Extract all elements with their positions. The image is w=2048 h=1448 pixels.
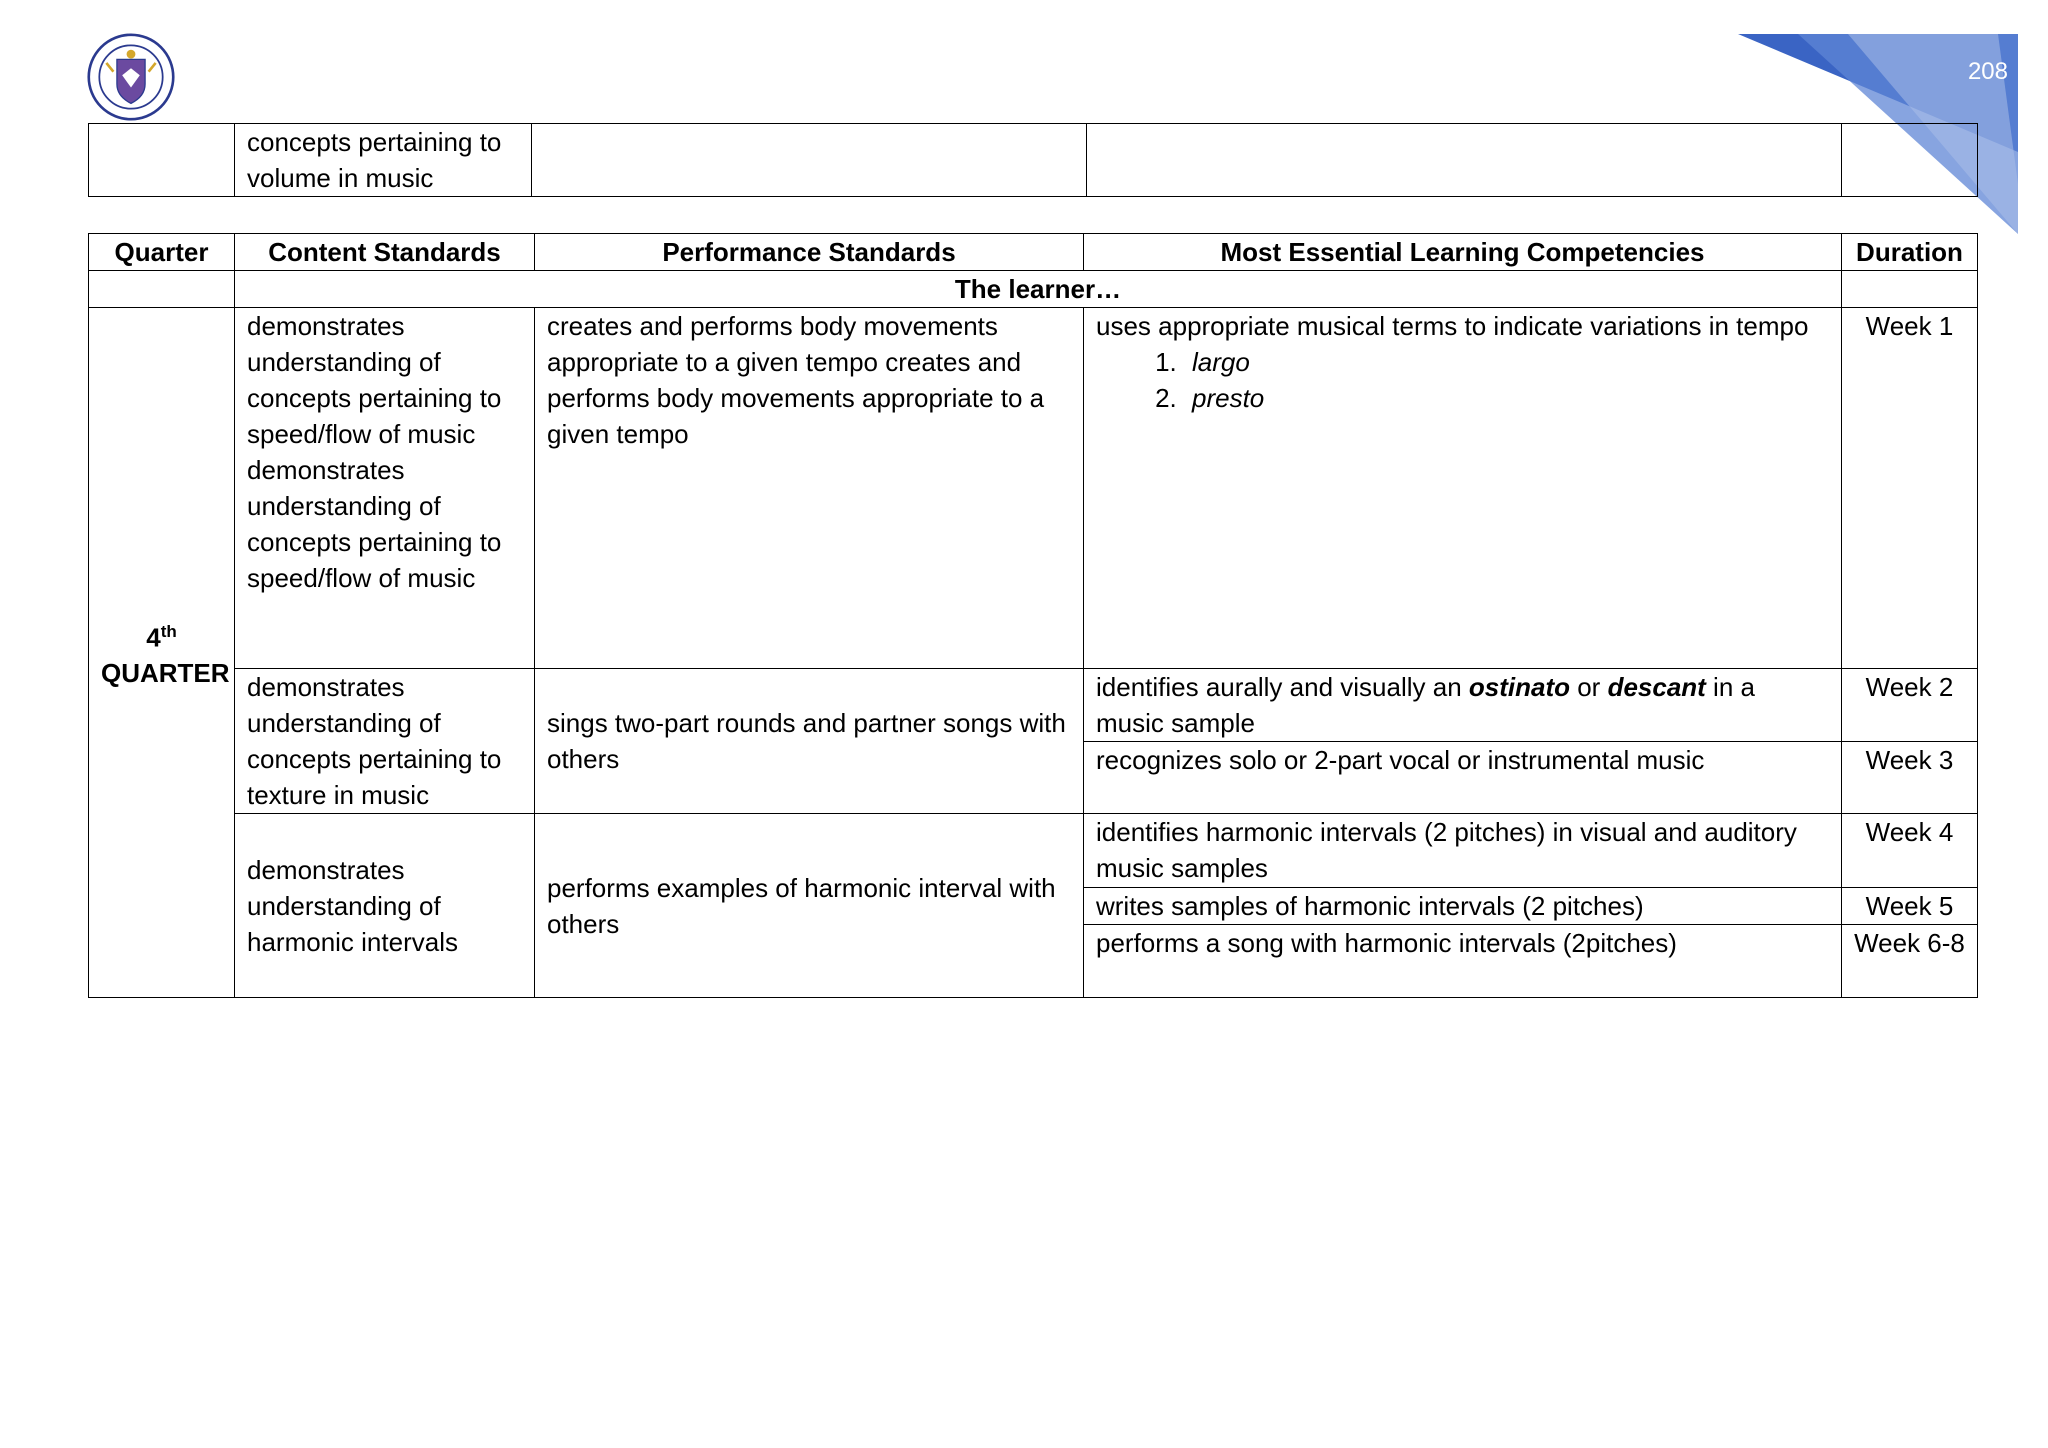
curriculum-table — [88, 233, 1978, 998]
header-performance-standards: Performance Standards — [535, 234, 1084, 271]
content-standard-cell: demonstrates understanding of concepts pertaining to speed/flow of music demonstrates understanding of concepts pertaining to speed/flow of music — [235, 308, 535, 669]
header-row — [89, 234, 1978, 271]
competency-text: or — [1569, 672, 1608, 702]
list-item: 1. largo — [1184, 344, 1829, 380]
duration-cell: Week 5 — [1842, 888, 1978, 925]
competency-cell: recognizes solo or 2-part vocal or instrumental music — [1084, 742, 1842, 814]
duration-cell: Week 6-8 — [1842, 925, 1978, 998]
table-row — [89, 669, 1978, 742]
duration-cell: Week 3 — [1842, 742, 1978, 814]
continuation-competency-cell — [1087, 124, 1842, 197]
learner-row-duration-blank — [1842, 271, 1978, 308]
quarter-number: 4 — [146, 622, 161, 653]
content-standard-cell: demonstrates understanding of harmonic intervals — [235, 814, 535, 998]
header-content-standards: Content Standards — [235, 234, 535, 271]
ostinato-term: ostinato — [1468, 672, 1570, 702]
performance-standard-cell: sings two-part rounds and partner songs with others — [535, 669, 1084, 814]
list-item: 2. presto — [1184, 380, 1829, 416]
competency-text: uses appropriate musical terms to indicate variations in tempo — [1096, 311, 1809, 341]
quarter-suffix: th — [160, 621, 177, 641]
competency-text: in a music sample — [1096, 672, 1755, 738]
table-row — [89, 308, 1978, 669]
competency-cell: writes samples of harmonic intervals (2 pitches) — [1084, 888, 1842, 925]
learner-label: The learner… — [235, 271, 1842, 308]
table-row — [89, 814, 1978, 888]
continuation-quarter-cell — [89, 124, 235, 197]
competency-cell: performs a song with harmonic intervals (2pitches) — [1084, 925, 1842, 998]
duration-cell: Week 4 — [1842, 814, 1978, 888]
performance-standard-cell: performs examples of harmonic interval with others — [535, 814, 1084, 998]
header-duration: Duration — [1842, 234, 1978, 271]
performance-standard-cell: creates and performs body movements appropriate to a given tempo creates and performs body movements appropriate to a given tempo — [535, 308, 1084, 669]
deped-seal-logo — [87, 33, 175, 121]
continuation-table — [88, 123, 1978, 197]
learner-row — [89, 271, 1978, 308]
competency-cell — [1084, 308, 1842, 669]
header-competencies: Most Essential Learning Competencies — [1084, 234, 1842, 271]
tempo-term-list — [1096, 344, 1829, 416]
content-standard-cell: demonstrates understanding of concepts pertaining to texture in music — [235, 669, 535, 814]
learner-row-blank — [89, 271, 235, 308]
quarter-cell — [89, 308, 235, 998]
duration-cell: Week 2 — [1842, 669, 1978, 742]
continuation-content-cell: concepts pertaining to volume in music — [235, 124, 532, 197]
duration-cell: Week 1 — [1842, 308, 1978, 669]
competency-text: identifies aurally and visually an — [1096, 672, 1469, 702]
continuation-performance-cell — [532, 124, 1087, 197]
competency-cell: identifies harmonic intervals (2 pitches) in visual and auditory music samples — [1084, 814, 1842, 888]
header-quarter: Quarter — [89, 234, 235, 271]
continuation-row — [89, 124, 1978, 197]
competency-cell — [1084, 669, 1842, 742]
descant-term: descant — [1607, 672, 1706, 702]
quarter-label: QUARTER — [101, 658, 230, 689]
page-number: 208 — [1967, 58, 2008, 85]
continuation-duration-cell — [1842, 124, 1978, 197]
